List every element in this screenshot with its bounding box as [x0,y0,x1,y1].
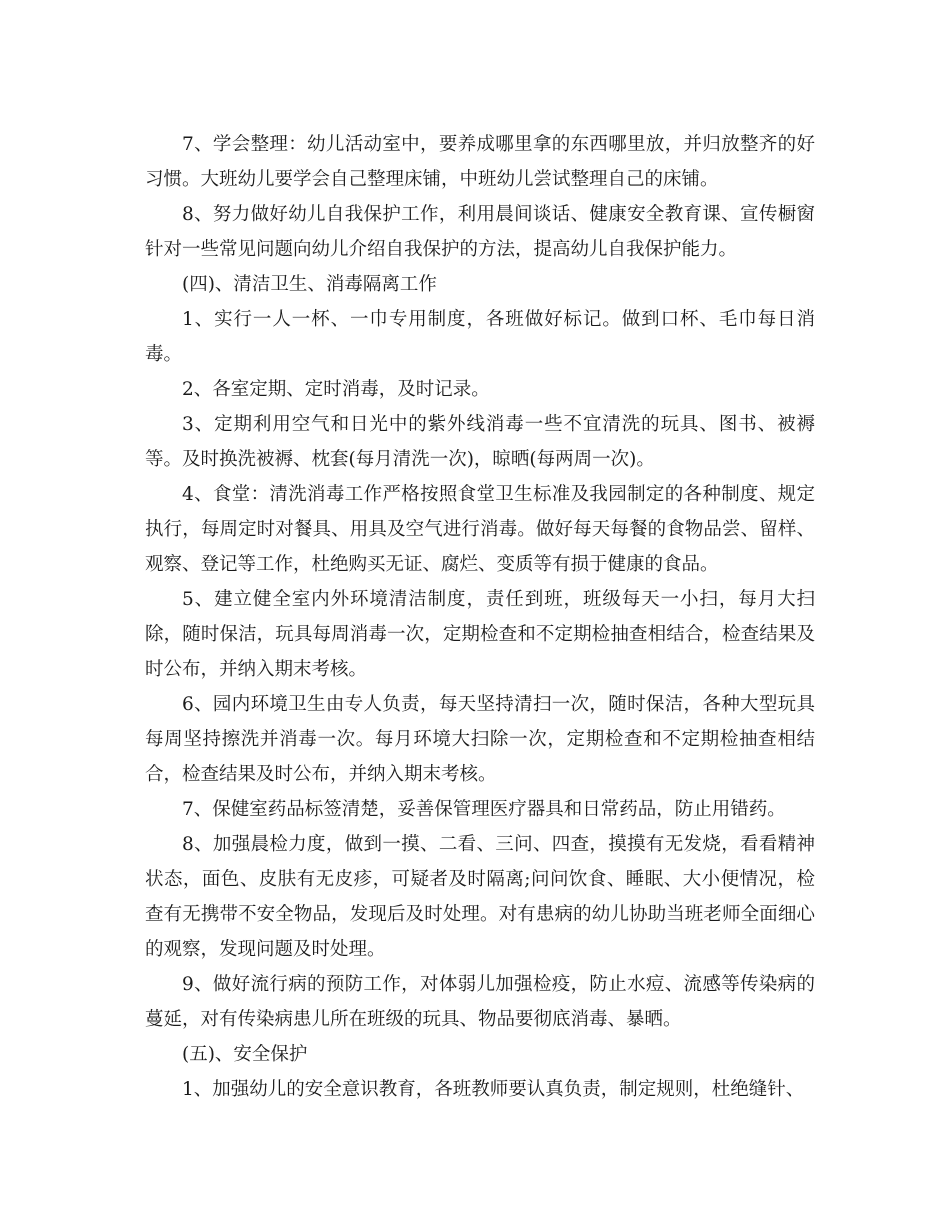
paragraph: 8、努力做好幼儿自我保护工作，利用晨间谈话、健康安全教育课、宣传橱窗针对一些常见问题向幼儿介绍自我保护的方法，提高幼儿自我保护能力。 [145,204,815,260]
paragraph: 7、学会整理：幼儿活动室中，要养成哪里拿的东西哪里放，并归放整齐的好习惯。大班幼儿要学会自己整理床铺，中班幼儿尝试整理自己的床铺。 [145,134,815,190]
paragraph: 5、建立健全室内外环境清洁制度，责任到班，班级每天一小扫，每月大扫除，随时保洁，玩具每周消毒一次，定期检查和不定期检抽查相结合，检查结果及时公布，并纳入期末考核。 [145,589,815,680]
section-heading: (四)、清洁卫生、消毒隔离工作 [182,274,437,295]
document-body [145,127,815,1107]
paragraph: 8、加强晨检力度，做到一摸、二看、三问、四查，摸摸有无发烧，看看精神状态，面色、皮肤有无皮疹，可疑者及时隔离;问问饮食、睡眠、大小便情况，检查有无携带不安全物品，发现后及时处理。对有患病的幼儿协助当班老师全面细心的观察，发现问题及时处理。 [145,834,815,960]
paragraph: 7、保健室药品标签清楚，妥善保管理医疗器具和日常药品，防止用错药。 [182,799,786,820]
paragraph: 6、园内环境卫生由专人负责，每天坚持清扫一次，随时保洁，各种大型玩具每周坚持擦洗并消毒一次。每月环境大扫除一次，定期检查和不定期检抽查相结合，检查结果及时公布，并纳入期末考核。 [145,694,815,785]
section-heading: (五)、安全保护 [182,1044,308,1065]
paragraph: 1、实行一人一杯、一巾专用制度，各班做好标记。做到口杯、毛巾每日消毒。 [145,309,815,365]
paragraph: 1、加强幼儿的安全意识教育，各班教师要认真负责，制定规则，杜绝缝针、 [182,1079,805,1100]
paragraph: 2、各室定期、定时消毒，及时记录。 [182,379,490,400]
paragraph: 9、做好流行病的预防工作，对体弱儿加强检疫，防止水痘、流感等传染病的蔓延，对有传染病患儿所在班级的玩具、物品要彻底消毒、暴晒。 [145,974,815,1030]
paragraph: 4、食堂：清洗消毒工作严格按照食堂卫生标准及我园制定的各种制度、规定执行，每周定时对餐具、用具及空气进行消毒。做好每天每餐的食物品尝、留样、观察、登记等工作，杜绝购买无证、腐烂、变质等有损于健康的食品。 [145,484,815,575]
paragraph: 3、定期利用空气和日光中的紫外线消毒一些不宜清洗的玩具、图书、被褥等。及时换洗被褥、枕套(每月清洗一次)，晾晒(每两周一次)。 [145,414,815,470]
